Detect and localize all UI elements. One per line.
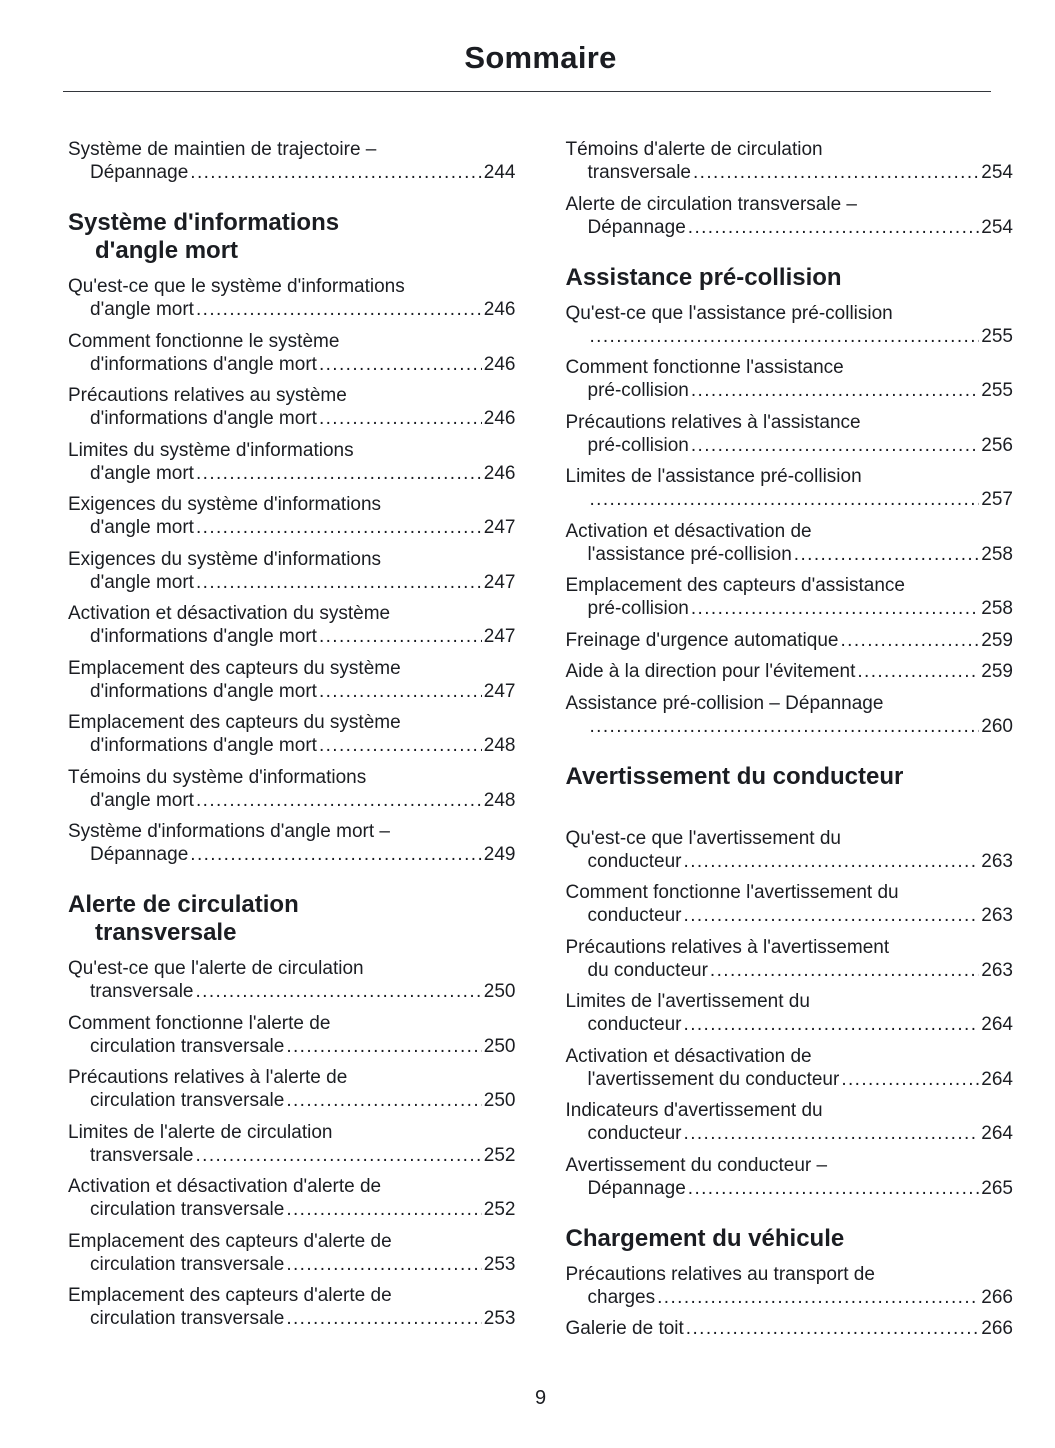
dot-leader bbox=[691, 597, 979, 620]
toc-entry[interactable] bbox=[68, 657, 516, 703]
section-heading-line: d'angle mort bbox=[95, 237, 239, 264]
entry-text-line: Qu'est-ce que le système d'informations bbox=[68, 276, 405, 297]
dot-leader bbox=[319, 625, 482, 648]
entry-text: du conducteur bbox=[587, 959, 708, 981]
entry-text-line: Activation et désactivation de bbox=[565, 520, 812, 542]
dot-leader bbox=[286, 1035, 481, 1058]
entry-text-line: Assistance pré-collision – Dépannage bbox=[565, 692, 884, 714]
toc-entry[interactable] bbox=[566, 138, 1014, 184]
toc-columns bbox=[68, 138, 1013, 1349]
entry-text-line: Emplacement des capteurs d'assistance bbox=[565, 575, 905, 596]
section-spacer bbox=[566, 801, 1014, 827]
toc-entry[interactable] bbox=[68, 766, 516, 812]
dot-leader bbox=[196, 1144, 482, 1167]
entry-page-number: 246 bbox=[483, 408, 516, 429]
entry-text: d'angle mort bbox=[90, 299, 194, 320]
entry-text-line: Activation et désactivation de bbox=[565, 1045, 812, 1067]
dot-leader bbox=[688, 216, 980, 239]
section-heading bbox=[68, 209, 516, 265]
entry-text: Freinage d'urgence automatique bbox=[565, 629, 839, 651]
entry-page-number: 259 bbox=[981, 629, 1013, 651]
entry-text: Dépannage bbox=[90, 162, 189, 183]
page-number: 9 bbox=[534, 1387, 547, 1409]
entry-text-line: Alerte de circulation transversale – bbox=[565, 193, 857, 215]
entry-text: circulation transversale bbox=[90, 1308, 285, 1329]
dot-leader bbox=[286, 1089, 481, 1112]
toc-entry[interactable] bbox=[68, 275, 516, 321]
dot-leader bbox=[196, 462, 482, 485]
toc-entry[interactable] bbox=[566, 520, 1014, 566]
entry-page-number: 265 bbox=[981, 1177, 1013, 1199]
dot-leader bbox=[196, 516, 482, 539]
dot-leader bbox=[590, 325, 980, 348]
entry-text-line: Exigences du système d'informations bbox=[68, 494, 382, 515]
entry-page-number: 266 bbox=[981, 1286, 1013, 1308]
toc-entry[interactable] bbox=[68, 548, 516, 594]
entry-text-line: Avertissement du conducteur – bbox=[565, 1154, 828, 1176]
toc-entry[interactable] bbox=[566, 1263, 1014, 1309]
entry-text: conducteur bbox=[587, 1014, 682, 1035]
toc-entry[interactable] bbox=[566, 629, 1014, 652]
entry-page-number: 260 bbox=[981, 715, 1013, 737]
entry-text: circulation transversale bbox=[90, 1090, 285, 1111]
entry-text: d'informations d'angle mort bbox=[90, 408, 317, 429]
dot-leader bbox=[693, 161, 979, 184]
toc-entry[interactable] bbox=[566, 660, 1014, 683]
entry-text: d'informations d'angle mort bbox=[90, 680, 317, 702]
entry-page-number: 247 bbox=[483, 626, 516, 647]
toc-entry[interactable] bbox=[566, 411, 1014, 457]
entry-text-line: Qu'est-ce que l'avertissement du bbox=[565, 827, 841, 849]
dot-leader bbox=[196, 789, 482, 812]
toc-entry[interactable] bbox=[566, 574, 1014, 620]
toc-entry[interactable] bbox=[566, 1154, 1014, 1200]
dot-leader bbox=[590, 488, 980, 511]
entry-text-line: Précautions relatives à l'avertissement bbox=[565, 936, 890, 958]
entry-text: circulation transversale bbox=[90, 1199, 285, 1220]
entry-text: circulation transversale bbox=[90, 1253, 285, 1275]
entry-text-line: Comment fonctionne l'avertissement du bbox=[565, 882, 899, 903]
entry-page-number: 247 bbox=[483, 571, 516, 593]
entry-text-line: Emplacement des capteurs d'alerte de bbox=[68, 1285, 392, 1306]
dot-leader bbox=[196, 571, 482, 594]
dot-leader bbox=[794, 543, 980, 566]
dot-leader bbox=[688, 1177, 980, 1200]
toc-entry[interactable] bbox=[68, 138, 516, 184]
toc-entry[interactable] bbox=[566, 692, 1014, 738]
toc-entry[interactable] bbox=[68, 957, 516, 1003]
entry-text: conducteur bbox=[587, 850, 682, 872]
entry-page-number: 253 bbox=[483, 1253, 516, 1275]
dot-leader bbox=[319, 353, 482, 376]
entry-text-line: Témoins du système d'informations bbox=[68, 766, 367, 788]
entry-text: conducteur bbox=[587, 1123, 682, 1144]
entry-text-line: Qu'est-ce que l'assistance pré-collision bbox=[565, 302, 893, 324]
entry-page-number: 263 bbox=[981, 905, 1013, 926]
entry-text: d'informations d'angle mort bbox=[90, 353, 317, 375]
entry-text-line: Limites du système d'informations bbox=[68, 439, 354, 461]
toc-entry[interactable] bbox=[68, 820, 516, 866]
section-heading-line: Assistance pré-collision bbox=[565, 263, 842, 291]
entry-text: d'angle mort bbox=[90, 789, 194, 811]
dot-leader bbox=[286, 1253, 481, 1276]
entry-text: circulation transversale bbox=[90, 1035, 285, 1057]
dot-leader bbox=[691, 379, 979, 402]
section-heading bbox=[68, 891, 516, 947]
toc-entry[interactable] bbox=[566, 193, 1014, 239]
entry-text: d'angle mort bbox=[90, 462, 194, 484]
entry-text-line: Activation et désactivation du système bbox=[68, 603, 391, 624]
toc-entry[interactable] bbox=[566, 827, 1014, 873]
dot-leader bbox=[196, 980, 482, 1003]
entry-page-number: 246 bbox=[483, 462, 516, 484]
entry-page-number: 248 bbox=[483, 789, 516, 811]
dot-leader bbox=[319, 680, 482, 703]
entry-page-number: 258 bbox=[981, 598, 1013, 619]
dot-leader bbox=[684, 1122, 980, 1145]
dot-leader bbox=[196, 298, 482, 321]
toc-column bbox=[68, 138, 516, 1349]
section-heading bbox=[566, 763, 1014, 791]
entry-text: Galerie de toit bbox=[565, 1318, 684, 1339]
entry-text-line: Témoins d'alerte de circulation bbox=[565, 139, 823, 160]
entry-page-number: 252 bbox=[483, 1144, 516, 1166]
entry-page-number: 248 bbox=[483, 735, 516, 756]
entry-page-number: 246 bbox=[483, 299, 516, 320]
entry-text: charges bbox=[587, 1286, 656, 1308]
entry-text: Dépannage bbox=[587, 1177, 686, 1199]
section-heading bbox=[566, 1225, 1014, 1253]
toc-entry[interactable] bbox=[68, 1066, 516, 1112]
entry-page-number: 250 bbox=[483, 1035, 516, 1057]
dot-leader bbox=[190, 843, 482, 866]
toc-entry[interactable] bbox=[566, 1317, 1014, 1340]
toc-column bbox=[566, 138, 1014, 1349]
entry-text: transversale bbox=[90, 981, 194, 1002]
dot-leader bbox=[684, 1013, 980, 1036]
dot-leader bbox=[286, 1198, 481, 1221]
toc-entry[interactable] bbox=[68, 1121, 516, 1167]
section-heading-line: Système d'informations bbox=[68, 209, 340, 236]
entry-page-number: 249 bbox=[483, 844, 516, 865]
entry-page-number: 258 bbox=[981, 543, 1013, 565]
toc-entry[interactable] bbox=[68, 1012, 516, 1058]
dot-leader bbox=[684, 904, 980, 927]
toc-entry[interactable] bbox=[566, 465, 1014, 511]
toc-entry[interactable] bbox=[68, 1284, 516, 1330]
entry-page-number: 256 bbox=[981, 434, 1013, 456]
entry-page-number: 247 bbox=[483, 517, 516, 538]
entry-text-line: Précautions relatives à l'assistance bbox=[565, 411, 861, 433]
entry-text-line: Limites de l'assistance pré-collision bbox=[565, 466, 862, 487]
entry-text-line: Exigences du système d'informations bbox=[68, 548, 382, 570]
entry-text: Aide à la direction pour l'évitement bbox=[565, 661, 856, 682]
toc-entry[interactable] bbox=[68, 439, 516, 485]
dot-leader bbox=[691, 434, 979, 457]
entry-text: d'angle mort bbox=[90, 571, 194, 593]
entry-text: pré-collision bbox=[587, 598, 689, 619]
entry-page-number: 257 bbox=[981, 489, 1013, 510]
entry-page-number: 252 bbox=[483, 1199, 516, 1220]
toc-entry[interactable] bbox=[566, 990, 1014, 1036]
entry-page-number: 254 bbox=[981, 216, 1013, 238]
dot-leader bbox=[857, 660, 979, 683]
dot-leader bbox=[319, 734, 482, 757]
section-heading-line: transversale bbox=[95, 919, 237, 946]
entry-text-line: Limites de l'alerte de circulation bbox=[68, 1121, 333, 1143]
entry-page-number: 254 bbox=[981, 162, 1013, 183]
entry-text-line: Emplacement des capteurs d'alerte de bbox=[68, 1230, 392, 1252]
dot-leader bbox=[319, 407, 482, 430]
toc-entry[interactable] bbox=[68, 384, 516, 430]
entry-page-number: 250 bbox=[483, 981, 516, 1002]
entry-text: l'assistance pré-collision bbox=[587, 543, 792, 565]
toc-entry[interactable] bbox=[566, 1099, 1014, 1145]
entry-text: d'angle mort bbox=[90, 517, 194, 538]
entry-page-number: 264 bbox=[981, 1068, 1013, 1090]
entry-page-number: 266 bbox=[981, 1318, 1013, 1339]
entry-text-line: Limites de l'avertissement du bbox=[565, 991, 810, 1012]
entry-text: d'informations d'angle mort bbox=[90, 735, 317, 756]
entry-text-line: Précautions relatives à l'alerte de bbox=[68, 1067, 348, 1088]
entry-page-number: 246 bbox=[483, 353, 516, 375]
entry-text-line: Emplacement des capteurs du système bbox=[68, 712, 401, 733]
entry-text: l'avertissement du conducteur bbox=[587, 1068, 840, 1090]
title-divider bbox=[63, 91, 991, 92]
section-heading-line: Chargement du véhicule bbox=[565, 1224, 845, 1252]
entry-text-line: Indicateurs d'avertissement du bbox=[565, 1100, 823, 1121]
entry-text-line: Précautions relatives au système bbox=[68, 385, 347, 406]
toc-entry[interactable] bbox=[566, 356, 1014, 402]
entry-text: pré-collision bbox=[587, 434, 689, 456]
toc-entry[interactable] bbox=[68, 1230, 516, 1276]
entry-text-line: Système de maintien de trajectoire – bbox=[68, 139, 377, 160]
entry-text-line: Précautions relatives au transport de bbox=[565, 1263, 875, 1285]
entry-page-number: 259 bbox=[981, 661, 1013, 682]
entry-page-number: 250 bbox=[483, 1090, 516, 1111]
toc-entry[interactable] bbox=[68, 602, 516, 648]
entry-text-line: Comment fonctionne le système bbox=[68, 330, 340, 352]
entry-page-number: 263 bbox=[981, 850, 1013, 872]
dot-leader bbox=[590, 715, 980, 738]
entry-text-line: Comment fonctionne l'assistance bbox=[565, 357, 844, 378]
entry-text: transversale bbox=[587, 162, 691, 183]
entry-text-line: Emplacement des capteurs du système bbox=[68, 657, 401, 679]
entry-page-number: 255 bbox=[981, 325, 1013, 347]
entry-page-number: 264 bbox=[981, 1014, 1013, 1035]
entry-text: Dépannage bbox=[587, 216, 686, 238]
toc-entry[interactable] bbox=[68, 493, 516, 539]
entry-page-number: 255 bbox=[981, 380, 1013, 401]
dot-leader bbox=[286, 1307, 481, 1330]
toc-entry[interactable] bbox=[68, 330, 516, 376]
dot-leader bbox=[841, 1068, 979, 1091]
dot-leader bbox=[686, 1317, 980, 1340]
toc-entry[interactable] bbox=[566, 302, 1014, 348]
entry-page-number: 247 bbox=[483, 680, 516, 702]
entry-text: pré-collision bbox=[587, 380, 689, 401]
entry-text: conducteur bbox=[587, 905, 682, 926]
entry-text-line: Système d'informations d'angle mort – bbox=[68, 821, 390, 842]
entry-text-line: Qu'est-ce que l'alerte de circulation bbox=[68, 958, 364, 979]
entry-text: transversale bbox=[90, 1144, 194, 1166]
toc-entry[interactable] bbox=[566, 881, 1014, 927]
entry-text-line: Activation et désactivation d'alerte de bbox=[68, 1176, 382, 1197]
entry-page-number: 263 bbox=[981, 959, 1013, 981]
section-heading bbox=[566, 264, 1014, 292]
entry-page-number: 244 bbox=[483, 162, 516, 183]
dot-leader bbox=[190, 161, 482, 184]
entry-page-number: 253 bbox=[483, 1308, 516, 1329]
entry-text: d'informations d'angle mort bbox=[90, 626, 317, 647]
dot-leader bbox=[840, 629, 979, 652]
page-title: Sommaire bbox=[464, 40, 617, 75]
toc-entry[interactable] bbox=[68, 711, 516, 757]
toc-entry[interactable] bbox=[68, 1175, 516, 1221]
section-heading-line: Alerte de circulation bbox=[68, 891, 299, 918]
entry-page-number: 264 bbox=[981, 1123, 1013, 1144]
entry-text-line: Comment fonctionne l'alerte de bbox=[68, 1012, 331, 1034]
section-heading-line: Avertissement du conducteur bbox=[565, 762, 904, 790]
toc-entry[interactable] bbox=[566, 1045, 1014, 1091]
toc-entry[interactable] bbox=[566, 936, 1014, 982]
dot-leader bbox=[710, 959, 979, 982]
dot-leader bbox=[684, 850, 980, 873]
entry-text: Dépannage bbox=[90, 844, 189, 865]
dot-leader bbox=[657, 1286, 979, 1309]
